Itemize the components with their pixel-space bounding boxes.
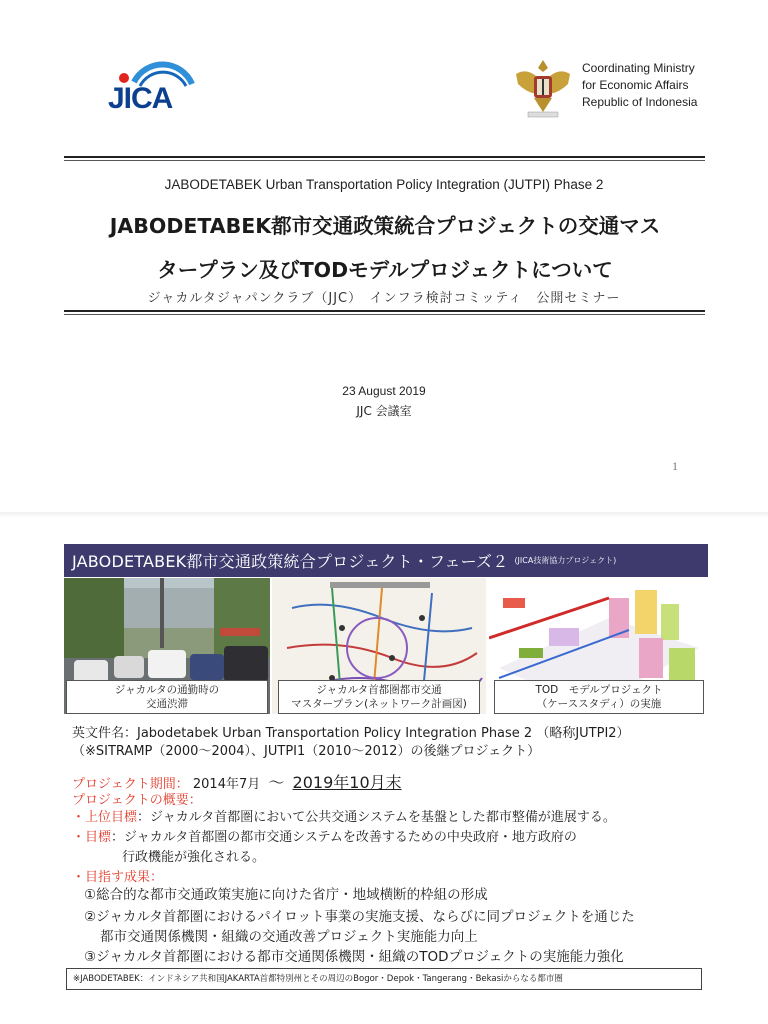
project-goal — [72, 826, 577, 845]
ministry-name — [582, 60, 722, 111]
period-label: プロジェクト期間： — [72, 777, 189, 792]
overall-goal — [72, 806, 616, 825]
banner-title: JABODETABEK都市交通政策統合プロジェクト・フェーズ２ — [72, 552, 509, 571]
overall-goal-text: ：ジャカルタ首都圏において公共交通システムを基盤とした都市整備が進展する。 — [137, 810, 616, 825]
presentation-room: JJC 会議室 — [356, 404, 412, 418]
project-goal-continued: 行政機能が強化される。 — [122, 850, 266, 865]
page-number: 1 — [672, 459, 678, 473]
slide-banner — [64, 544, 708, 577]
caption-master-plan — [278, 680, 480, 714]
bottom-divider-thin — [64, 314, 705, 315]
caption-tod-model — [494, 680, 704, 714]
title-line-1: JABODETABEK都市交通政策統合プロジェクトの交通マス — [109, 214, 661, 238]
top-divider — [64, 156, 705, 158]
presentation-date: 23 August 2019 — [342, 384, 426, 398]
english-subtitle: JABODETABEK Urban Transportation Policy Integration (JUTPI) Phase 2 — [164, 177, 604, 192]
jica-logo-text: JICA — [108, 82, 173, 115]
page-separator — [0, 512, 768, 518]
caption-1-line-1: ジャカルタの通勤時の — [114, 684, 220, 696]
ministry-line-2: for Economic Affairs — [582, 78, 689, 92]
caption-3-line-2: （ケーススタディ）の実施 — [536, 698, 662, 710]
english-project-name: 英文件名：Jabodetabek Urban Transportation Policy Integration Phase 2 （略称JUTPI2） — [72, 726, 630, 741]
project-goal-label: ・目標 — [72, 830, 112, 845]
seminar-line: ジャカルタジャパンクラブ（JJC） インフラ検討コミッティ 公開セミナー — [147, 291, 621, 306]
predecessor-note: （※SITRAMP（2000～2004）、JUTPI1（2010～2012）の後継プロジェクト） — [72, 744, 541, 759]
caption-3-line-1: TOD モデルプロジェクト — [535, 684, 663, 696]
garuda-emblem-icon — [512, 54, 574, 120]
period-end: 2019年10月末 — [292, 773, 402, 792]
jabodetabek-footnote: ※JABODETABEK：インドネシア共和国JAKARTA首都特別州とその周辺のBogor・Depok・Tangerang・Bekasiからなる都市圏 — [66, 968, 702, 990]
caption-1-line-2: 交通渋滞 — [146, 698, 188, 710]
ministry-line-3: Republic of Indonesia — [582, 95, 698, 109]
bottom-divider — [64, 310, 705, 312]
title-line-2: タープラン及びTODモデルプロジェクトについて — [157, 258, 613, 282]
caption-traffic-jam — [66, 680, 268, 714]
document-title — [60, 204, 710, 292]
period-tilde: ～ — [268, 773, 285, 792]
overall-goal-label: ・上位目標 — [72, 810, 138, 825]
top-divider-thin — [64, 160, 705, 161]
ministry-line-1: Coordinating Ministry — [582, 61, 695, 75]
result-1: ①総合的な都市交通政策実施に向けた省庁・地域横断的枠組の形成 — [84, 887, 488, 903]
results-label: ・目指す成果： — [72, 870, 164, 885]
banner-subtitle: (JICA技術協力プロジェクト) — [514, 556, 617, 565]
result-2-continued: 都市交通関係機関・組織の交通改善プロジェクト実施能力向上 — [100, 929, 478, 945]
outline-label: プロジェクトの概要： — [72, 793, 202, 808]
caption-2-line-2: マスタープラン(ネットワーク計画図) — [291, 698, 467, 710]
period-start: 2014年7月 — [192, 777, 261, 792]
caption-2-line-1: ジャカルタ首都圏都市交通 — [316, 684, 442, 696]
project-goal-text: ：ジャカルタ首都圏の都市交通システムを改善するための中央政府・地方政府の — [111, 830, 577, 845]
result-2: ②ジャカルタ首都圏におけるパイロット事業の実施支援、ならびに同プロジェクトを通じた — [84, 909, 635, 925]
result-3: ③ジャカルタ首都圏における都市交通関係機関・組織のTODプロジェクトの実施能力強化 — [84, 949, 624, 965]
